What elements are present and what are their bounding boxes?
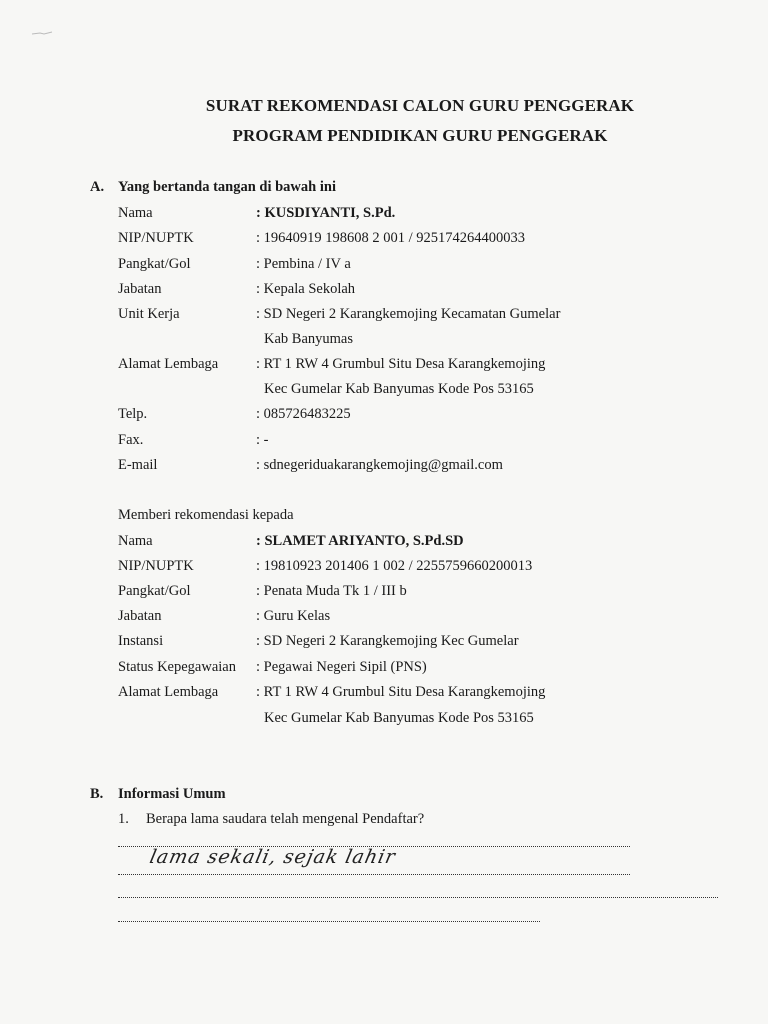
question-number: 1. <box>118 811 129 827</box>
answer-line <box>118 897 718 898</box>
field-label: Nama <box>118 205 153 221</box>
field-value: : KUSDIYANTI, S.Pd. <box>256 205 396 221</box>
field-label: Alamat Lembaga <box>118 356 219 372</box>
field-label: E-mail <box>118 457 158 473</box>
answer-line <box>118 921 540 922</box>
field-value: : 19810923 201406 1 002 / 2255759660200013 <box>256 558 533 574</box>
field-label: Fax. <box>118 432 144 448</box>
field-value: : sdnegeriduakarangkemojing@gmail.com <box>256 457 503 473</box>
field-value: : RT 1 RW 4 Grumbul Situ Desa Karangkemojing <box>256 684 546 700</box>
section-a-heading: Yang bertanda tangan di bawah ini <box>118 179 336 195</box>
field-value-continued: Kec Gumelar Kab Banyumas Kode Pos 53165 <box>264 710 534 726</box>
section-b-letter: B. <box>90 786 104 802</box>
field-label: Unit Kerja <box>118 306 180 322</box>
field-label: Alamat Lembaga <box>118 684 219 700</box>
field-value: : Pegawai Negeri Sipil (PNS) <box>256 659 427 675</box>
field-label: NIP/NUPTK <box>118 558 194 574</box>
field-value-continued: Kec Gumelar Kab Banyumas Kode Pos 53165 <box>264 381 534 397</box>
field-value: : 19640919 198608 2 001 / 925174264400033 <box>256 230 526 246</box>
handwritten-answer: lama sekali, sejak lahir <box>147 846 398 868</box>
field-value: : - <box>256 432 269 448</box>
answer-line <box>118 874 630 875</box>
field-label: Jabatan <box>118 608 162 624</box>
field-label: NIP/NUPTK <box>118 230 194 246</box>
field-value: : Kepala Sekolah <box>256 281 356 297</box>
field-value: : Penata Muda Tk 1 / III b <box>256 583 407 599</box>
scan-artifact <box>30 30 70 36</box>
field-value: : Guru Kelas <box>256 608 331 624</box>
section-b-heading: Informasi Umum <box>118 786 226 802</box>
field-label: Telp. <box>118 406 148 422</box>
document-subtitle: PROGRAM PENDIDIKAN GURU PENGGERAK <box>232 126 608 145</box>
field-value: : SLAMET ARIYANTO, S.Pd.SD <box>256 533 464 549</box>
field-label: Nama <box>118 533 153 549</box>
field-label: Pangkat/Gol <box>118 583 191 599</box>
field-label: Jabatan <box>118 281 162 297</box>
field-value: : SD Negeri 2 Karangkemojing Kec Gumelar <box>256 633 519 649</box>
field-value: : RT 1 RW 4 Grumbul Situ Desa Karangkemojing <box>256 356 546 372</box>
field-value-continued: Kab Banyumas <box>264 331 353 347</box>
field-label: Pangkat/Gol <box>118 256 191 272</box>
field-label: Status Kepegawaian <box>118 659 236 675</box>
field-value: : SD Negeri 2 Karangkemojing Kecamatan Gumelar <box>256 306 561 322</box>
field-value: : Pembina / IV a <box>256 256 351 272</box>
question-text: Berapa lama saudara telah mengenal Pendaftar? <box>146 811 425 827</box>
document-title: SURAT REKOMENDASI CALON GURU PENGGERAK <box>205 96 635 115</box>
recommend-intro: Memberi rekomendasi kepada <box>118 507 294 523</box>
section-a-letter: A. <box>90 179 105 195</box>
field-value: : 085726483225 <box>256 406 351 422</box>
field-label: Instansi <box>118 633 164 649</box>
